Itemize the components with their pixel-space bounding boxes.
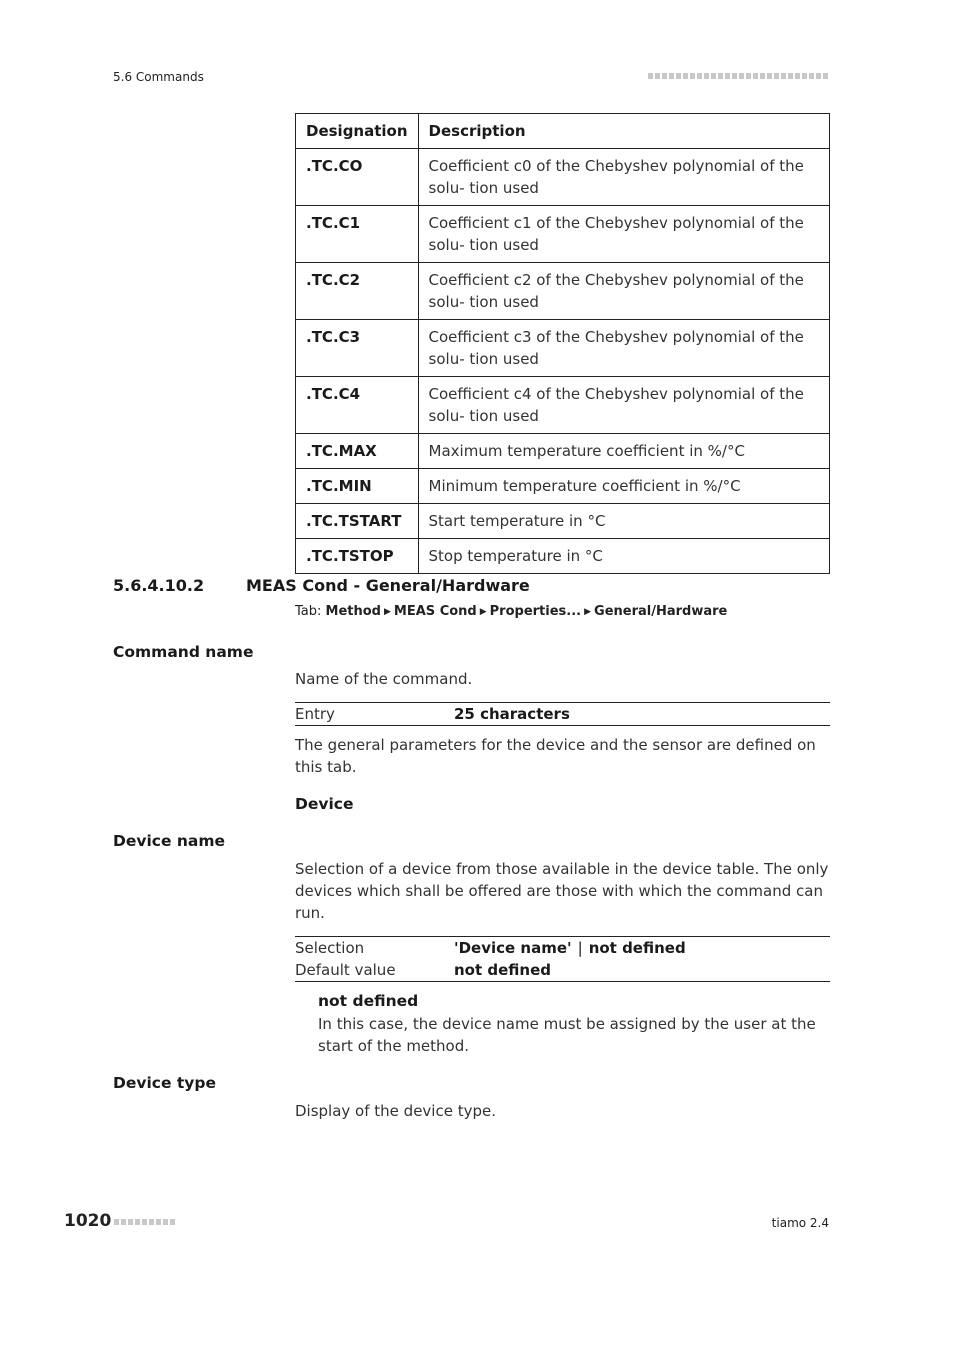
decoration-dot [809, 73, 814, 79]
selection-value-not-defined: not defined [588, 939, 686, 957]
decoration-dot [683, 73, 688, 79]
selection-value-device-name: 'Device name' [454, 939, 572, 957]
table-row [296, 434, 830, 469]
decoration-dot [704, 73, 709, 79]
device-name-parameter-table [295, 936, 830, 982]
tab-path-general-hardware: General/Hardware [594, 604, 728, 619]
table-row [296, 469, 830, 504]
designation-cell: .TC.TSTART [296, 504, 419, 539]
column-header-description: Description [418, 114, 829, 149]
product-name: tiamo 2.4 [771, 1216, 829, 1230]
decoration-dot [669, 73, 674, 79]
command-name-label: Command name [113, 643, 254, 661]
description-cell: Coefficient c1 of the Chebyshev polynomial of the solu- tion used [418, 206, 829, 263]
decoration-dot [732, 73, 737, 79]
decoration-dot [128, 1219, 133, 1225]
description-cell: Coefficient c2 of the Chebyshev polynomial of the solu- tion used [418, 263, 829, 320]
command-name-description: Name of the command. [295, 670, 473, 688]
decoration-dot [135, 1219, 140, 1225]
device-name-label: Device name [113, 832, 226, 850]
table-row [296, 504, 830, 539]
decoration-dot [711, 73, 716, 79]
decoration-dot [781, 73, 786, 79]
column-header-designation: Designation [296, 114, 419, 149]
decoration-dot [156, 1219, 161, 1225]
entry-key: Entry [295, 705, 335, 723]
selection-row [295, 937, 830, 959]
decoration-dot [774, 73, 779, 79]
tab-path-meas-cond: MEAS Cond [393, 604, 477, 619]
description-cell: Maximum temperature coefficient in %/°C [418, 434, 829, 469]
decoration-dot [802, 73, 807, 79]
decoration-dot [114, 1219, 119, 1225]
decoration-dot [760, 73, 765, 79]
decoration-dot [163, 1219, 168, 1225]
section-title: MEAS Cond - General/Hardware [246, 576, 530, 595]
decoration-dot [697, 73, 702, 79]
description-cell: Coefficient c3 of the Chebyshev polynomial of the solu- tion used [418, 320, 829, 377]
decoration-dot [690, 73, 695, 79]
decoration-dot [149, 1219, 154, 1225]
decoration-dot [795, 73, 800, 79]
default-value-row [295, 959, 830, 981]
description-cell: Coefficient c4 of the Chebyshev polynomial of the solu- tion used [418, 377, 829, 434]
decoration-dot [718, 73, 723, 79]
decoration-dot [121, 1219, 126, 1225]
description-cell: Stop temperature in °C [418, 539, 829, 574]
decoration-dot [753, 73, 758, 79]
device-type-description: Display of the device type. [295, 1102, 496, 1120]
designation-cell: .TC.C2 [296, 263, 419, 320]
selection-separator: | [577, 939, 583, 957]
arrow-right-icon: ▶ [384, 607, 391, 617]
arrow-right-icon: ▶ [479, 607, 487, 617]
tab-path-properties: Properties... [489, 604, 582, 619]
table-row [296, 149, 830, 206]
entry-value: 25 characters [454, 705, 570, 723]
table-row [296, 539, 830, 574]
decoration-dot [746, 73, 751, 79]
table-row [296, 263, 830, 320]
command-name-parameter-table [295, 702, 830, 726]
page-number: 1020 [64, 1211, 112, 1231]
selection-key: Selection [295, 939, 365, 957]
designation-cell: .TC.MAX [296, 434, 419, 469]
decoration-dot [662, 73, 667, 79]
table-row [296, 320, 830, 377]
option-title: not defined [318, 992, 419, 1010]
description-cell: Coefficient c0 of the Chebyshev polynomial of the solu- tion used [418, 149, 829, 206]
decoration-dot [170, 1219, 175, 1225]
decoration-dot [816, 73, 821, 79]
description-cell: Minimum temperature coefficient in %/°C [418, 469, 829, 504]
decoration-dot [725, 73, 730, 79]
designation-cell: .TC.C1 [296, 206, 419, 263]
designation-cell: .TC.C4 [296, 377, 419, 434]
designation-cell: .TC.MIN [296, 469, 419, 504]
entry-row [295, 703, 830, 725]
default-value: not defined [454, 961, 551, 979]
decoration-dot [676, 73, 681, 79]
device-type-label: Device type [113, 1074, 217, 1092]
designation-cell: .TC.TSTOP [296, 539, 419, 574]
selection-values [454, 937, 686, 959]
tab-path [295, 604, 727, 619]
tab-prefix: Tab: [295, 604, 322, 619]
decoration-dot [655, 73, 660, 79]
running-header-section: 5.6 Commands [113, 70, 204, 84]
footer-decoration-dots [114, 1219, 175, 1225]
designation-cell: .TC.C3 [296, 320, 419, 377]
header-decoration-dots [648, 73, 828, 79]
decoration-dot [823, 73, 828, 79]
device-name-description: Selection of a device from those available in the device table. The only devices which shall be offered are those with which the command can run. [295, 860, 829, 922]
table-row [296, 206, 830, 263]
decoration-dot [739, 73, 744, 79]
decoration-dot [648, 73, 653, 79]
description-cell: Start temperature in °C [418, 504, 829, 539]
decoration-dot [767, 73, 772, 79]
arrow-right-icon: ▶ [584, 607, 592, 617]
general-parameters-text: The general parameters for the device and the sensor are defined on this tab. [295, 736, 816, 776]
tab-path-method: Method [325, 604, 381, 619]
default-value-key: Default value [295, 961, 396, 979]
table-header-row [296, 114, 830, 149]
option-description: In this case, the device name must be assigned by the user at the start of the method. [318, 1015, 816, 1055]
table-row [296, 377, 830, 434]
decoration-dot [142, 1219, 147, 1225]
section-number: 5.6.4.10.2 [113, 576, 205, 595]
designation-table [295, 113, 830, 574]
designation-cell: .TC.CO [296, 149, 419, 206]
decoration-dot [788, 73, 793, 79]
device-subheading: Device [295, 795, 354, 813]
